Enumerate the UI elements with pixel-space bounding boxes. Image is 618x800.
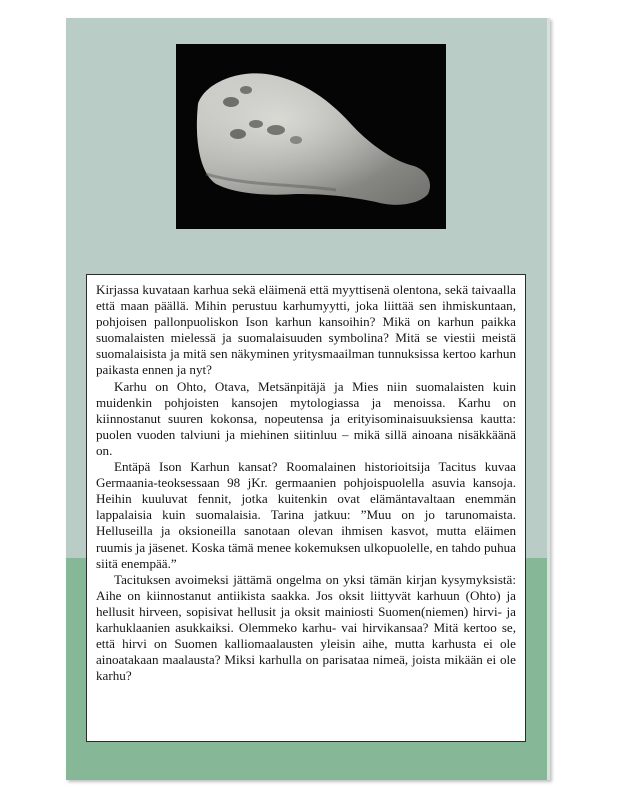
blurb-paragraph: Tacituksen avoimeksi jättämä ongelma on yksi tämän kirjan kysymyksistä: Aihe on kiinnostanut antiikista saakka. Jos oksit liittyvät karhuun (Ohto) ja hellusit hirveen, sopisivat hellusit ja oksit mainiosti Suomen(niemen) hirvi- ja karhuklaanien asukkaiksi. Olemmeko karhu- vai hirvikansaa? Mitä kertoo se, että hirvi on Suomen kalliomaalausten yleisin aihe, mutta karhusta ei ole ainoatakaan maalausta? Miksi karhulla on parisataa nimeä, joista mikään ei ole karhu? bbox=[96, 571, 516, 684]
book-back-cover bbox=[66, 18, 550, 780]
blurb-paragraph: Kirjassa kuvataan karhua sekä eläimenä että myyttisenä olentona, sekä taivaalla että maan päällä. Mihin perustuu karhumyytti, joka liittää sen ihmiskuntaan, pohjoisen pallonpuoliskon Ison karhun kansoihin? Mikä on karhun paikka suomalaisten mielessä ja suomalaisuuden symbolina? Mitä se viestii meistä suomalaisista ja mitä sen näkyminen yritysmaailman tunnuksissa kertoo karhun paikasta ennen ja nyt? bbox=[96, 282, 516, 378]
stone-image bbox=[176, 44, 446, 229]
cover-edge bbox=[547, 18, 550, 780]
blurb-text-box bbox=[86, 274, 526, 742]
rock-carving-photo bbox=[176, 44, 446, 229]
blurb-paragraph: Karhu on Ohto, Otava, Metsänpitäjä ja Mies niin suomalaisten kuin muidenkin pohjoisten kansojen mytologiassa ja menoissa. Karhu on kiinnostanut suuren kokonsa, nopeutensa ja erityisominaisuuksiensa kautta: puolen vuoden talviuni ja miehinen siitinluu – mikä sillä ainoana nisäkkäänä on. bbox=[96, 378, 516, 458]
blurb-paragraph: Entäpä Ison Karhun kansat? Roomalainen historioitsija Tacitus kuvaa Germaania-teoksessaan 98 jKr. germaanien pohjoispuolella asuvia kansoja. Heihin kuuluvat fennit, jotka kuitenkin ovat elämäntavaltaan enemmän lappalaisia kuin suomalaisia. Tarina jatkuu: ”Muu on jo tarunomaista. Helluseilla ja oksioneilla sanotaan olevan ihmisen kasvot, mutta eläimen ruumis ja jäsenet. Koska tämä menee kokemuksen ulkopuolelle, en tahdo puhua siitä enempää.” bbox=[96, 459, 516, 571]
